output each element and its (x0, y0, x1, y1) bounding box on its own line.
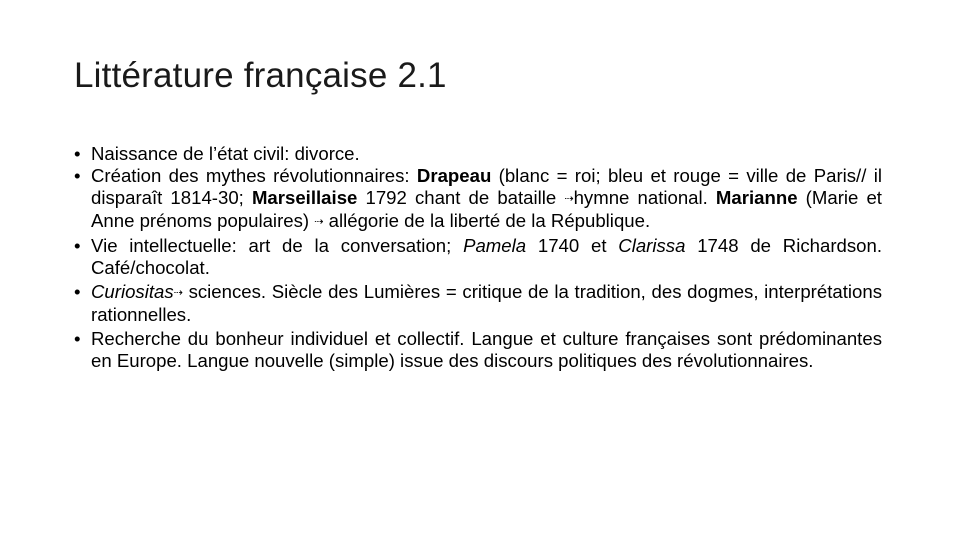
bullet-list (74, 143, 882, 372)
italic-term-curiositas: Curiositas (91, 281, 174, 302)
bullet-text: 1748 de Richardson. Café/chocolat. (91, 235, 883, 278)
arrow-icon: ⇢ (564, 192, 574, 205)
bullet-marker: • (74, 235, 81, 256)
bullet-text: Recherche du bonheur individuel et collectif. Langue et culture françaises sont prédominantes en Europe. Langue nouvelle (simple) issue des discours politiques des révolutionnaires. (91, 328, 882, 371)
bullet-item-mythes (74, 165, 882, 233)
bold-term-marianne: Marianne (715, 187, 798, 208)
bullet-text: (blanc = roi; bleu et rouge = ville de Paris// il disparaît 1814-30; (91, 165, 882, 208)
bullet-text: allégorie de la liberté de la République. (323, 210, 651, 231)
arrow-icon: ⇢ (173, 286, 183, 299)
bullet-text: (Marie et Anne prénoms populaires) (91, 187, 882, 231)
italic-title-clarissa: Clarissa (618, 235, 686, 256)
bullet-item-etat-civil (74, 143, 882, 165)
bullet-item-bonheur (74, 328, 882, 372)
italic-title-pamela: Pamela (463, 235, 527, 256)
bullet-marker: • (74, 281, 81, 302)
bold-term-marseillaise: Marseillaise (251, 187, 358, 208)
bullet-text: Création des mythes révolutionnaires: (91, 165, 417, 186)
bullet-marker: • (74, 143, 81, 164)
bullet-text: hymne national. (573, 187, 716, 208)
bullet-text: 1740 et (526, 235, 619, 256)
bullet-item-vie-intellectuelle (74, 235, 882, 279)
bullet-text: Vie intellectuelle: art de la conversation; (91, 235, 464, 256)
arrow-icon: ⇢ (314, 215, 324, 228)
bullet-marker: • (74, 328, 81, 349)
bullet-text: 1792 chant de bataille (357, 187, 565, 208)
bullet-item-curiositas (74, 281, 882, 326)
bold-term-drapeau: Drapeau (416, 165, 492, 186)
bullet-text: sciences. Siècle des Lumières = critique de la tradition, des dogmes, interprétations rationnelles. (91, 281, 882, 325)
bullet-marker: • (74, 165, 81, 186)
bullet-text: Naissance de l’état civil: divorce. (91, 143, 360, 164)
slide-title: Littérature française 2.1 (74, 56, 447, 95)
